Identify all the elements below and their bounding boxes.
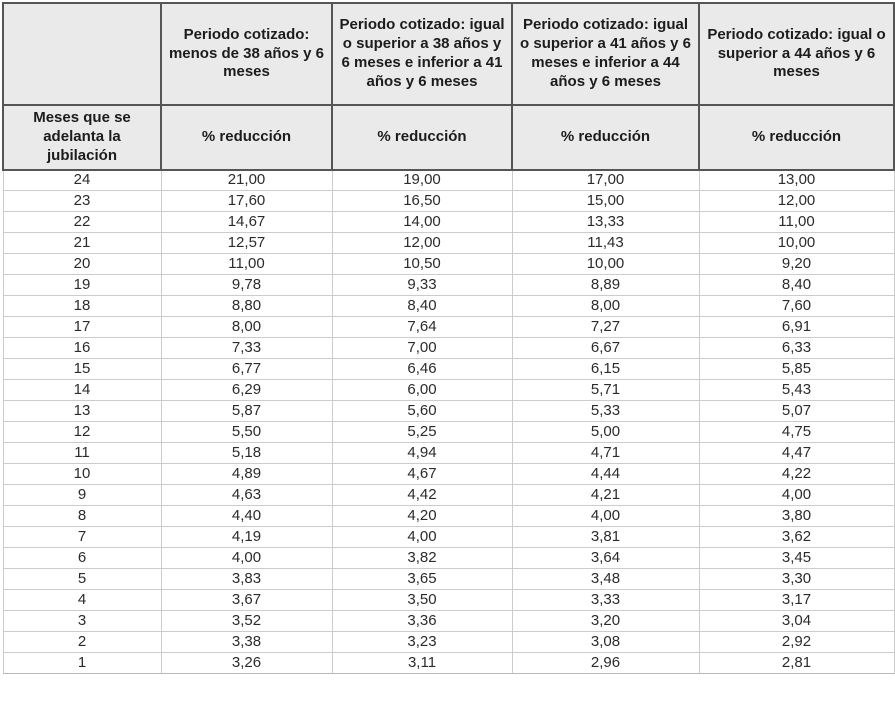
table-row [3, 338, 894, 359]
reduction-value-cell: 4,21 [512, 485, 699, 506]
months-cell: 24 [3, 170, 161, 191]
period-header-38y6m-to-41y6m: Periodo cotizado: igual o superior a 38 años y 6 meses e inferior a 41 años y 6 meses [332, 3, 512, 105]
reduction-value-cell: 3,30 [699, 569, 894, 590]
header-row-periods [3, 3, 894, 105]
table-row [3, 191, 894, 212]
months-cell: 3 [3, 611, 161, 632]
reduction-value-cell: 7,64 [332, 317, 512, 338]
table-row [3, 275, 894, 296]
reduction-value-cell: 4,00 [161, 548, 332, 569]
reduction-percent-header: % reducción [512, 105, 699, 170]
reduction-value-cell: 16,50 [332, 191, 512, 212]
reduction-value-cell: 5,18 [161, 443, 332, 464]
reduction-value-cell: 4,94 [332, 443, 512, 464]
reduction-value-cell: 3,81 [512, 527, 699, 548]
reduction-value-cell: 3,48 [512, 569, 699, 590]
reduction-value-cell: 8,00 [512, 296, 699, 317]
reduction-value-cell: 4,71 [512, 443, 699, 464]
table-row [3, 569, 894, 590]
months-cell: 20 [3, 254, 161, 275]
reduction-value-cell: 15,00 [512, 191, 699, 212]
reduction-value-cell: 5,50 [161, 422, 332, 443]
reduction-value-cell: 8,00 [161, 317, 332, 338]
reduction-value-cell: 2,81 [699, 653, 894, 674]
reduction-value-cell: 9,78 [161, 275, 332, 296]
period-header-41y6m-to-44y6m: Periodo cotizado: igual o superior a 41 años y 6 meses e inferior a 44 años y 6 meses [512, 3, 699, 105]
reduction-value-cell: 12,00 [332, 233, 512, 254]
months-cell: 5 [3, 569, 161, 590]
reduction-value-cell: 9,20 [699, 254, 894, 275]
reduction-value-cell: 3,50 [332, 590, 512, 611]
months-cell: 7 [3, 527, 161, 548]
reduction-value-cell: 3,80 [699, 506, 894, 527]
reduction-value-cell: 4,42 [332, 485, 512, 506]
table-row [3, 212, 894, 233]
reduction-value-cell: 4,40 [161, 506, 332, 527]
months-cell: 11 [3, 443, 161, 464]
reduction-value-cell: 11,00 [161, 254, 332, 275]
reduction-value-cell: 6,77 [161, 359, 332, 380]
reduction-value-cell: 5,87 [161, 401, 332, 422]
table-row [3, 359, 894, 380]
table-row [3, 401, 894, 422]
table-row [3, 653, 894, 674]
reduction-value-cell: 3,83 [161, 569, 332, 590]
months-cell: 8 [3, 506, 161, 527]
reduction-value-cell: 3,52 [161, 611, 332, 632]
reduction-value-cell: 6,67 [512, 338, 699, 359]
reduction-value-cell: 3,64 [512, 548, 699, 569]
table-header [3, 3, 894, 170]
months-cell: 14 [3, 380, 161, 401]
reduction-value-cell: 19,00 [332, 170, 512, 191]
reduction-value-cell: 5,71 [512, 380, 699, 401]
reduction-value-cell: 13,33 [512, 212, 699, 233]
table-row [3, 317, 894, 338]
reduction-percent-header: % reducción [161, 105, 332, 170]
months-cell: 1 [3, 653, 161, 674]
table-body [3, 170, 894, 674]
months-cell: 9 [3, 485, 161, 506]
months-cell: 23 [3, 191, 161, 212]
reduction-value-cell: 4,63 [161, 485, 332, 506]
reduction-value-cell: 5,43 [699, 380, 894, 401]
table-row [3, 233, 894, 254]
reduction-value-cell: 3,36 [332, 611, 512, 632]
table-row [3, 443, 894, 464]
reduction-value-cell: 17,00 [512, 170, 699, 191]
reduction-value-cell: 4,19 [161, 527, 332, 548]
reduction-value-cell: 13,00 [699, 170, 894, 191]
reduction-value-cell: 6,91 [699, 317, 894, 338]
months-cell: 17 [3, 317, 161, 338]
table-row [3, 632, 894, 653]
reduction-value-cell: 3,17 [699, 590, 894, 611]
corner-cell [3, 3, 161, 105]
reduction-value-cell: 3,33 [512, 590, 699, 611]
table-row [3, 380, 894, 401]
table-row [3, 296, 894, 317]
reduction-value-cell: 3,62 [699, 527, 894, 548]
reduction-percent-header: % reducción [699, 105, 894, 170]
reduction-value-cell: 3,45 [699, 548, 894, 569]
table-row [3, 506, 894, 527]
months-cell: 18 [3, 296, 161, 317]
table-row [3, 254, 894, 275]
reduction-percent-header: % reducción [332, 105, 512, 170]
reduction-value-cell: 5,07 [699, 401, 894, 422]
reduction-value-cell: 3,08 [512, 632, 699, 653]
reduction-value-cell: 5,85 [699, 359, 894, 380]
months-cell: 22 [3, 212, 161, 233]
table-row [3, 590, 894, 611]
reduction-value-cell: 7,60 [699, 296, 894, 317]
table-row [3, 422, 894, 443]
reduction-value-cell: 11,00 [699, 212, 894, 233]
reduction-value-cell: 21,00 [161, 170, 332, 191]
reduction-value-cell: 14,67 [161, 212, 332, 233]
reduction-value-cell: 4,67 [332, 464, 512, 485]
reduction-value-cell: 9,33 [332, 275, 512, 296]
reduction-value-cell: 10,00 [699, 233, 894, 254]
reduction-value-cell: 5,00 [512, 422, 699, 443]
reduction-value-cell: 3,82 [332, 548, 512, 569]
reduction-value-cell: 8,80 [161, 296, 332, 317]
reduction-value-cell: 8,40 [699, 275, 894, 296]
reduction-value-cell: 12,00 [699, 191, 894, 212]
pension-reduction-table [2, 2, 895, 674]
reduction-value-cell: 10,50 [332, 254, 512, 275]
reduction-value-cell: 4,20 [332, 506, 512, 527]
reduction-value-cell: 5,60 [332, 401, 512, 422]
reduction-value-cell: 3,23 [332, 632, 512, 653]
reduction-value-cell: 4,75 [699, 422, 894, 443]
period-header-less-38y6m: Periodo cotizado: menos de 38 años y 6 meses [161, 3, 332, 105]
reduction-value-cell: 6,33 [699, 338, 894, 359]
months-cell: 4 [3, 590, 161, 611]
reduction-value-cell: 4,47 [699, 443, 894, 464]
months-cell: 15 [3, 359, 161, 380]
reduction-value-cell: 4,00 [699, 485, 894, 506]
reduction-value-cell: 6,00 [332, 380, 512, 401]
reduction-value-cell: 7,33 [161, 338, 332, 359]
reduction-value-cell: 4,89 [161, 464, 332, 485]
reduction-value-cell: 7,27 [512, 317, 699, 338]
months-cell: 19 [3, 275, 161, 296]
table-row [3, 485, 894, 506]
reduction-value-cell: 3,20 [512, 611, 699, 632]
reduction-value-cell: 6,15 [512, 359, 699, 380]
months-cell: 16 [3, 338, 161, 359]
reduction-value-cell: 3,04 [699, 611, 894, 632]
table-row [3, 170, 894, 191]
months-cell: 21 [3, 233, 161, 254]
months-cell: 12 [3, 422, 161, 443]
reduction-value-cell: 2,92 [699, 632, 894, 653]
reduction-value-cell: 4,00 [332, 527, 512, 548]
reduction-value-cell: 12,57 [161, 233, 332, 254]
reduction-value-cell: 4,22 [699, 464, 894, 485]
table-row [3, 611, 894, 632]
months-cell: 2 [3, 632, 161, 653]
reduction-value-cell: 3,11 [332, 653, 512, 674]
reduction-value-cell: 3,26 [161, 653, 332, 674]
table-row [3, 464, 894, 485]
reduction-value-cell: 10,00 [512, 254, 699, 275]
reduction-value-cell: 3,65 [332, 569, 512, 590]
period-header-over-44y6m: Periodo cotizado: igual o superior a 44 años y 6 meses [699, 3, 894, 105]
reduction-value-cell: 7,00 [332, 338, 512, 359]
reduction-value-cell: 3,67 [161, 590, 332, 611]
months-cell: 13 [3, 401, 161, 422]
reduction-value-cell: 6,29 [161, 380, 332, 401]
reduction-value-cell: 6,46 [332, 359, 512, 380]
reduction-value-cell: 8,40 [332, 296, 512, 317]
header-row-labels [3, 105, 894, 170]
reduction-value-cell: 5,25 [332, 422, 512, 443]
reduction-value-cell: 2,96 [512, 653, 699, 674]
reduction-value-cell: 5,33 [512, 401, 699, 422]
reduction-value-cell: 3,38 [161, 632, 332, 653]
reduction-value-cell: 8,89 [512, 275, 699, 296]
months-cell: 6 [3, 548, 161, 569]
reduction-value-cell: 14,00 [332, 212, 512, 233]
reduction-value-cell: 17,60 [161, 191, 332, 212]
table-row [3, 527, 894, 548]
months-cell: 10 [3, 464, 161, 485]
reduction-value-cell: 4,00 [512, 506, 699, 527]
table-row [3, 548, 894, 569]
reduction-value-cell: 4,44 [512, 464, 699, 485]
reduction-value-cell: 11,43 [512, 233, 699, 254]
months-early-header: Meses que se adelanta la jubilación [3, 105, 161, 170]
